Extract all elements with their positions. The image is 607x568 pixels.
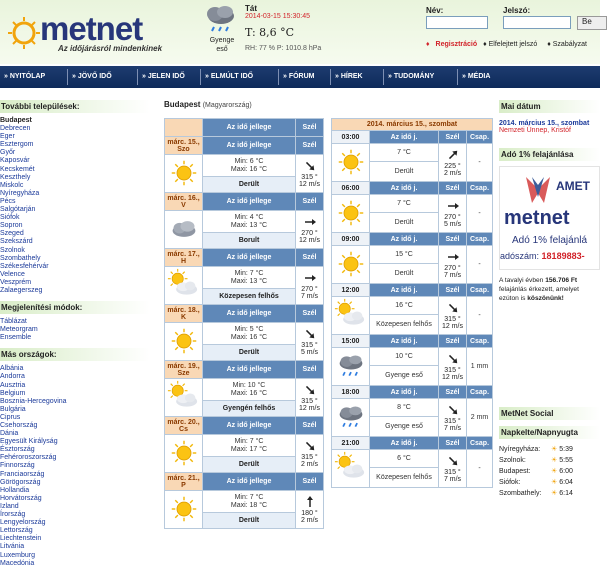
- day-min-max: Min: 6 °C Maxi: 16 °C: [203, 155, 296, 177]
- hour-wind-header: Szél: [439, 437, 467, 450]
- sunrise-city: Siófok:: [499, 479, 521, 486]
- day-condition-header: Az idő jellege: [203, 137, 296, 155]
- country-link[interactable]: Bosznia-Hercegovina: [0, 397, 67, 405]
- nav-home[interactable]: » NYITÓLAP: [4, 73, 46, 80]
- sunrise-row: [499, 466, 600, 477]
- main-navigation: [0, 66, 600, 88]
- day-min-max: Min: 7 °C Maxi: 17 °C: [203, 435, 296, 457]
- sun-icon: [336, 148, 366, 176]
- day-wind-header: Szél: [296, 417, 324, 435]
- day-min-max: Min: 4 °C Maxi: 13 °C: [203, 211, 296, 233]
- day-row: [165, 473, 324, 491]
- wind-direction-icon: [446, 353, 460, 365]
- day-wind: 180 ° 2 m/s: [296, 491, 324, 529]
- current-condition: Gyenge eső: [209, 37, 235, 53]
- hour-rain: -: [467, 246, 493, 284]
- display-mode-link[interactable]: Táblázat: [0, 318, 27, 326]
- hour-condition: Közepesen felhős: [370, 315, 439, 335]
- sun-icon: [336, 199, 366, 227]
- nav-science[interactable]: » TUDOMÁNY: [388, 73, 435, 80]
- wind-direction-icon: [446, 149, 460, 161]
- country-link[interactable]: Lettország: [0, 527, 33, 535]
- forgot-password-link[interactable]: ♦ Elfelejtett jelszó: [483, 41, 538, 48]
- hour-row: [332, 182, 493, 195]
- donation-banner[interactable]: [499, 166, 600, 270]
- partly-cloudy-icon: [169, 383, 199, 411]
- country-link[interactable]: Lengyelország: [0, 519, 46, 527]
- hour-time: 18:00: [332, 386, 370, 399]
- country-link[interactable]: Finnország: [0, 462, 35, 470]
- settlement-link[interactable]: Salgótarján: [0, 206, 36, 214]
- hour-wind-header: Szél: [439, 233, 467, 246]
- hour-rain-header: Csap.: [467, 284, 493, 297]
- wind-direction-icon: [303, 272, 317, 284]
- settlement-link[interactable]: Győr: [0, 149, 16, 157]
- country-link[interactable]: Csehország: [0, 422, 38, 429]
- settlement-link[interactable]: Debrecen: [0, 125, 31, 133]
- wind-direction-icon: [303, 216, 317, 228]
- settlement-link[interactable]: Szekszárd: [0, 238, 33, 246]
- sunrise-city: Szolnok:: [499, 457, 526, 464]
- day-row: [165, 305, 324, 323]
- wind-direction-icon: [446, 404, 460, 416]
- hour-icon-cell: [332, 450, 370, 488]
- settlement-link[interactable]: Esztergom: [0, 141, 34, 149]
- day-row: [165, 417, 324, 435]
- daily-forecast-table: [164, 118, 324, 529]
- display-mode-link[interactable]: Meteorgram: [0, 326, 38, 334]
- nav-separator: [137, 69, 138, 85]
- banner-word: AMET: [556, 179, 590, 193]
- country-link[interactable]: Belgium: [0, 389, 26, 397]
- day-wind: 315 ° 12 m/s: [296, 379, 324, 417]
- day-wind: 315 ° 2 m/s: [296, 435, 324, 473]
- day-condition-header: Az idő jellege: [203, 193, 296, 211]
- day-row: [165, 193, 324, 211]
- display-mode-link[interactable]: Ensemble: [0, 334, 32, 342]
- settlement-link[interactable]: Zalaegerszeg: [0, 286, 43, 294]
- day-wind-header: Szél: [296, 473, 324, 491]
- nav-separator: [200, 69, 201, 85]
- settlement-link[interactable]: Eger: [0, 133, 15, 141]
- hour-time: 12:00: [332, 284, 370, 297]
- day-condition-header: Az idő jellege: [203, 473, 296, 491]
- settlement-link[interactable]: Kaposvár: [0, 157, 30, 165]
- country-link[interactable]: Görögország: [0, 478, 41, 486]
- country-link[interactable]: Liechtenstein: [0, 535, 42, 543]
- hour-row: [332, 386, 493, 399]
- account-links: [426, 41, 595, 48]
- sunrise-time: 5:55: [559, 457, 573, 464]
- day-condition-header: Az idő jellege: [203, 305, 296, 323]
- place-name: Budapest: [164, 100, 201, 109]
- day-wind-header: Szél: [296, 193, 324, 211]
- hour-temp: 8 °C: [370, 399, 439, 417]
- sunrise-icon: ☀: [551, 457, 558, 464]
- rain-cloud-icon: [204, 4, 238, 34]
- settlements-list: [0, 117, 150, 295]
- wind-direction-icon: [303, 160, 317, 172]
- country-link[interactable]: Egyesült Királyság: [0, 438, 58, 446]
- sunrise-row: [499, 488, 600, 499]
- hour-time: 15:00: [332, 335, 370, 348]
- day-min-max: Min: 7 °C Maxi: 18 °C: [203, 491, 296, 513]
- countries-list: [0, 365, 150, 567]
- hour-rain-header: Csap.: [467, 182, 493, 195]
- country-link[interactable]: Hollandia: [0, 486, 30, 494]
- nav-separator: [330, 69, 331, 85]
- hour-temp: 15 °C: [370, 246, 439, 264]
- ribbon-icon: [524, 175, 552, 205]
- hour-condition: Derült: [370, 213, 439, 233]
- sunrise-row: [499, 444, 600, 455]
- nav-forecast[interactable]: » JÖVŐ IDŐ: [72, 73, 112, 80]
- hour-wind: 315 ° 12 m/s: [439, 297, 467, 335]
- day-icon-cell: [165, 155, 203, 193]
- country-link[interactable]: Albánia: [0, 365, 24, 373]
- nav-separator: [67, 69, 68, 85]
- country-link[interactable]: Ausztria: [0, 381, 26, 389]
- country-link[interactable]: Dánia: [0, 430, 19, 438]
- hour-temp: 6 °C: [370, 450, 439, 468]
- hour-rain: -: [467, 195, 493, 233]
- hour-rain-header: Csap.: [467, 437, 493, 450]
- day-row: [165, 361, 324, 379]
- column-header-condition: Az idő jellege: [203, 119, 296, 137]
- partly-cloudy-icon: [336, 454, 366, 482]
- hour-wind-header: Szél: [439, 386, 467, 399]
- country-link[interactable]: Írország: [0, 511, 26, 519]
- hour-wind-header: Szél: [439, 335, 467, 348]
- day-min-max: Min: 7 °C Maxi: 13 °C: [203, 267, 296, 289]
- hour-wind: 270 ° 5 m/s: [439, 195, 467, 233]
- day-wind-header: Szél: [296, 249, 324, 267]
- username-input[interactable]: [426, 16, 488, 29]
- wind-direction-icon: [446, 200, 460, 212]
- hour-temp: 7 °C: [370, 144, 439, 162]
- hour-wind-header: Szél: [439, 182, 467, 195]
- column-header-wind: Szél: [296, 119, 324, 137]
- wind-direction-icon: [446, 302, 460, 314]
- column-header-date: [165, 119, 203, 137]
- donation-title: Adó 1% felajánlása: [499, 148, 600, 161]
- day-date[interactable]: márc. 17., H: [165, 249, 203, 267]
- hour-wind-header: Szél: [439, 284, 467, 297]
- day-icon-cell: [165, 211, 203, 249]
- nav-present[interactable]: » JELEN IDŐ: [142, 73, 185, 80]
- country-link[interactable]: Macedónia: [0, 559, 35, 567]
- hour-condition-header: Az idő j.: [370, 182, 439, 195]
- day-condition-header: Az idő jellege: [203, 361, 296, 379]
- hour-rain-header: Csap.: [467, 131, 493, 144]
- rules-link[interactable]: ♦ Szabályzat: [547, 41, 588, 48]
- wind-direction-icon: [446, 251, 460, 263]
- nav-forum[interactable]: » FÓRUM: [283, 73, 315, 80]
- display-modes-title: Megjelenítési módok:: [0, 301, 150, 314]
- nav-past[interactable]: » ELMÚLT IDŐ: [205, 73, 254, 80]
- day-condition: Derült: [203, 457, 296, 473]
- hourly-forecast-table: [331, 118, 493, 488]
- sunrise-time: 6:00: [559, 468, 573, 475]
- hour-time: 09:00: [332, 233, 370, 246]
- sunrise-time: 5:39: [559, 446, 573, 453]
- nav-separator: [457, 69, 458, 85]
- country-link[interactable]: Bulgária: [0, 405, 26, 413]
- day-icon-cell: [165, 491, 203, 529]
- settlement-link[interactable]: Szombathely: [0, 254, 41, 262]
- sun-icon: [336, 250, 366, 278]
- today-holiday: Nemzeti Ünnep, Kristóf: [499, 127, 571, 134]
- logo-text: metnet: [40, 10, 143, 47]
- cloud-icon: [169, 215, 199, 243]
- settlement-link[interactable]: Nyíregyháza: [0, 189, 40, 197]
- day-date[interactable]: márc. 15., Szo: [165, 137, 203, 155]
- hour-icon-cell: [332, 297, 370, 335]
- country-link[interactable]: Franciaország: [0, 470, 45, 478]
- password-input[interactable]: [503, 16, 571, 29]
- settlement-link[interactable]: Miskolc: [0, 181, 24, 189]
- day-wind-header: Szél: [296, 137, 324, 155]
- hour-condition: Gyenge eső: [370, 417, 439, 437]
- day-condition: Derült: [203, 513, 296, 529]
- hour-rain-header: Csap.: [467, 233, 493, 246]
- day-wind: 270 ° 12 m/s: [296, 211, 324, 249]
- sun-icon: [169, 495, 199, 523]
- day-min-max: Min: 10 °C Maxi: 16 °C: [203, 379, 296, 401]
- hour-row: [332, 437, 493, 450]
- day-condition: Gyengén felhős: [203, 401, 296, 417]
- right-sidebar: [499, 100, 600, 499]
- banner-logo: metnet: [504, 207, 570, 229]
- partly-cloudy-icon: [336, 301, 366, 329]
- sun-logo-icon: [4, 16, 44, 50]
- hour-condition-header: Az idő j.: [370, 386, 439, 399]
- sun-icon: [169, 159, 199, 187]
- wind-direction-icon: [303, 496, 317, 508]
- password-label: Jelszó:: [503, 6, 531, 15]
- sunrise-icon: ☀: [551, 446, 558, 453]
- register-link[interactable]: ♦ Regisztráció: [426, 41, 478, 48]
- hour-icon-cell: [332, 144, 370, 182]
- hour-temp: 16 °C: [370, 297, 439, 315]
- today-date: 2014. március 15., szombat: [499, 120, 590, 127]
- hour-wind: 315 ° 7 m/s: [439, 450, 467, 488]
- hour-rain-header: Csap.: [467, 386, 493, 399]
- sunrise-time: 6:14: [559, 490, 573, 497]
- logo-tagline: Az időjárásról mindenkinek: [58, 44, 163, 53]
- place-country: (Magyarország): [202, 102, 252, 109]
- wind-direction-icon: [303, 440, 317, 452]
- countries-title: Más országok:: [0, 348, 150, 361]
- day-date[interactable]: márc. 18., K: [165, 305, 203, 323]
- current-time: 2014-03-15 15:30:45: [245, 13, 310, 20]
- hour-icon-cell: [332, 348, 370, 386]
- hour-row: [332, 131, 493, 144]
- current-temperature: T: 8,6 °C: [245, 26, 295, 39]
- hour-condition: Közepesen felhős: [370, 468, 439, 488]
- country-link[interactable]: Luxemburg: [0, 551, 36, 559]
- settlement-link[interactable]: Siófok: [0, 214, 20, 222]
- sunrise-row: [499, 455, 600, 466]
- rain-cloud-icon: [336, 403, 366, 431]
- hour-rain: 2 mm: [467, 399, 493, 437]
- hour-time: 03:00: [332, 131, 370, 144]
- sunrise-city: Nyíregyháza:: [499, 446, 541, 453]
- day-icon-cell: [165, 435, 203, 473]
- settlement-link[interactable]: Szeged: [0, 230, 24, 238]
- left-sidebar: [0, 100, 150, 568]
- hour-condition: Derült: [370, 264, 439, 284]
- current-humidity-pressure: RH: 77 % P: 1010.8 hPa: [245, 45, 322, 52]
- hour-wind-header: Szél: [439, 131, 467, 144]
- hour-condition: Gyenge eső: [370, 366, 439, 386]
- sunrise-row: [499, 477, 600, 488]
- settlement-link[interactable]: Szolnok: [0, 246, 25, 254]
- hour-row: [332, 335, 493, 348]
- day-condition: Közepesen felhős: [203, 289, 296, 305]
- day-row: [165, 249, 324, 267]
- today-title: Mai dátum: [499, 100, 600, 113]
- settlement-link[interactable]: Keszthely: [0, 173, 31, 181]
- day-date[interactable]: márc. 19., Sze: [165, 361, 203, 379]
- display-modes-list: [0, 318, 150, 342]
- day-icon-cell: [165, 267, 203, 305]
- hour-temp: 7 °C: [370, 195, 439, 213]
- partly-cloudy-icon: [169, 271, 199, 299]
- settlement-link[interactable]: Kecskemét: [0, 165, 35, 173]
- hour-row: [332, 284, 493, 297]
- settlement-link[interactable]: Pécs: [0, 197, 16, 205]
- banner-text: Adó 1% felajánlá: [512, 235, 588, 246]
- settlement-link[interactable]: Székesfehérvár: [0, 262, 49, 270]
- hour-wind: 315 ° 7 m/s: [439, 399, 467, 437]
- day-icon-cell: [165, 323, 203, 361]
- country-link[interactable]: Ciprus: [0, 413, 21, 421]
- sunrise-time: 6:04: [559, 479, 573, 486]
- hour-condition-header: Az idő j.: [370, 335, 439, 348]
- wind-direction-icon: [303, 384, 317, 396]
- rain-cloud-icon: [336, 352, 366, 380]
- settlement-link[interactable]: Veszprém: [0, 278, 32, 286]
- hour-rain: -: [467, 297, 493, 335]
- day-wind-header: Szél: [296, 361, 324, 379]
- sunrise-city: Budapest:: [499, 468, 531, 475]
- hour-icon-cell: [332, 195, 370, 233]
- hour-time: 21:00: [332, 437, 370, 450]
- nav-separator: [383, 69, 384, 85]
- hour-icon-cell: [332, 399, 370, 437]
- hourly-title: 2014. március 15., szombat: [332, 119, 493, 131]
- donation-text: A tavalyi évben 156.706 Ft felajánlás érkezett, amelyet ezúton is köszönünk!: [499, 277, 579, 302]
- sunrise-icon: ☀: [551, 490, 558, 497]
- hour-condition-header: Az idő j.: [370, 233, 439, 246]
- sunrise-icon: ☀: [551, 468, 558, 475]
- sunrise-list: [499, 444, 600, 499]
- day-condition: Borult: [203, 233, 296, 249]
- wind-direction-icon: [446, 455, 460, 467]
- country-link[interactable]: Andorra: [0, 373, 25, 381]
- country-link[interactable]: Fehéroroszország: [0, 454, 57, 462]
- day-condition-header: Az idő jellege: [203, 249, 296, 267]
- day-condition: Derült: [203, 177, 296, 193]
- hour-rain: -: [467, 450, 493, 488]
- country-link[interactable]: Észtország: [0, 446, 35, 454]
- country-link[interactable]: Horvátország: [0, 494, 42, 502]
- country-link[interactable]: Litvánia: [0, 543, 25, 551]
- sunrise-city: Szombathely:: [499, 490, 542, 497]
- settlement-link[interactable]: Budapest: [0, 117, 32, 124]
- day-min-max: Min: 5 °C Maxi: 16 °C: [203, 323, 296, 345]
- hour-rain-header: Csap.: [467, 335, 493, 348]
- hour-rain: -: [467, 144, 493, 182]
- banner-tax-number: adószám: 18189883-: [500, 251, 585, 261]
- hour-condition-header: Az idő j.: [370, 437, 439, 450]
- settlement-link[interactable]: Sopron: [0, 222, 23, 230]
- settlements-title: További települések:: [0, 100, 150, 113]
- hour-rain: 1 mm: [467, 348, 493, 386]
- day-date[interactable]: márc. 21., P: [165, 473, 203, 491]
- username-label: Név:: [426, 6, 444, 15]
- current-city[interactable]: Tát: [245, 4, 257, 13]
- hour-row: [332, 233, 493, 246]
- hour-condition-header: Az idő j.: [370, 284, 439, 297]
- nav-media[interactable]: » MÉDIA: [462, 73, 491, 80]
- day-date[interactable]: márc. 16., V: [165, 193, 203, 211]
- hour-icon-cell: [332, 246, 370, 284]
- wind-direction-icon: [303, 328, 317, 340]
- day-date[interactable]: márc. 20., Cs: [165, 417, 203, 435]
- login-button[interactable]: Be: [577, 16, 607, 30]
- nav-news[interactable]: » HÍREK: [335, 73, 363, 80]
- day-wind: 270 ° 7 m/s: [296, 267, 324, 305]
- social-title: MetNet Social: [499, 407, 600, 420]
- day-condition: Derült: [203, 345, 296, 361]
- hour-temp: 10 °C: [370, 348, 439, 366]
- settlement-link[interactable]: Velence: [0, 270, 25, 278]
- hour-wind: 225 ° 2 m/s: [439, 144, 467, 182]
- day-row: [165, 137, 324, 155]
- hour-condition-header: Az idő j.: [370, 131, 439, 144]
- sun-icon: [169, 439, 199, 467]
- hour-wind: 270 ° 7 m/s: [439, 246, 467, 284]
- day-wind-header: Szél: [296, 305, 324, 323]
- hour-condition: Derült: [370, 162, 439, 182]
- place-heading: [164, 100, 252, 109]
- sunrise-icon: ☀: [551, 479, 558, 486]
- sunrise-title: Napkelte/Napnyugta: [499, 426, 600, 439]
- hour-time: 06:00: [332, 182, 370, 195]
- sun-icon: [169, 327, 199, 355]
- day-icon-cell: [165, 379, 203, 417]
- day-condition-header: Az idő jellege: [203, 417, 296, 435]
- day-wind: 315 ° 12 m/s: [296, 155, 324, 193]
- nav-separator: [278, 69, 279, 85]
- hour-wind: 315 ° 12 m/s: [439, 348, 467, 386]
- day-wind: 315 ° 5 m/s: [296, 323, 324, 361]
- country-link[interactable]: Izland: [0, 502, 19, 510]
